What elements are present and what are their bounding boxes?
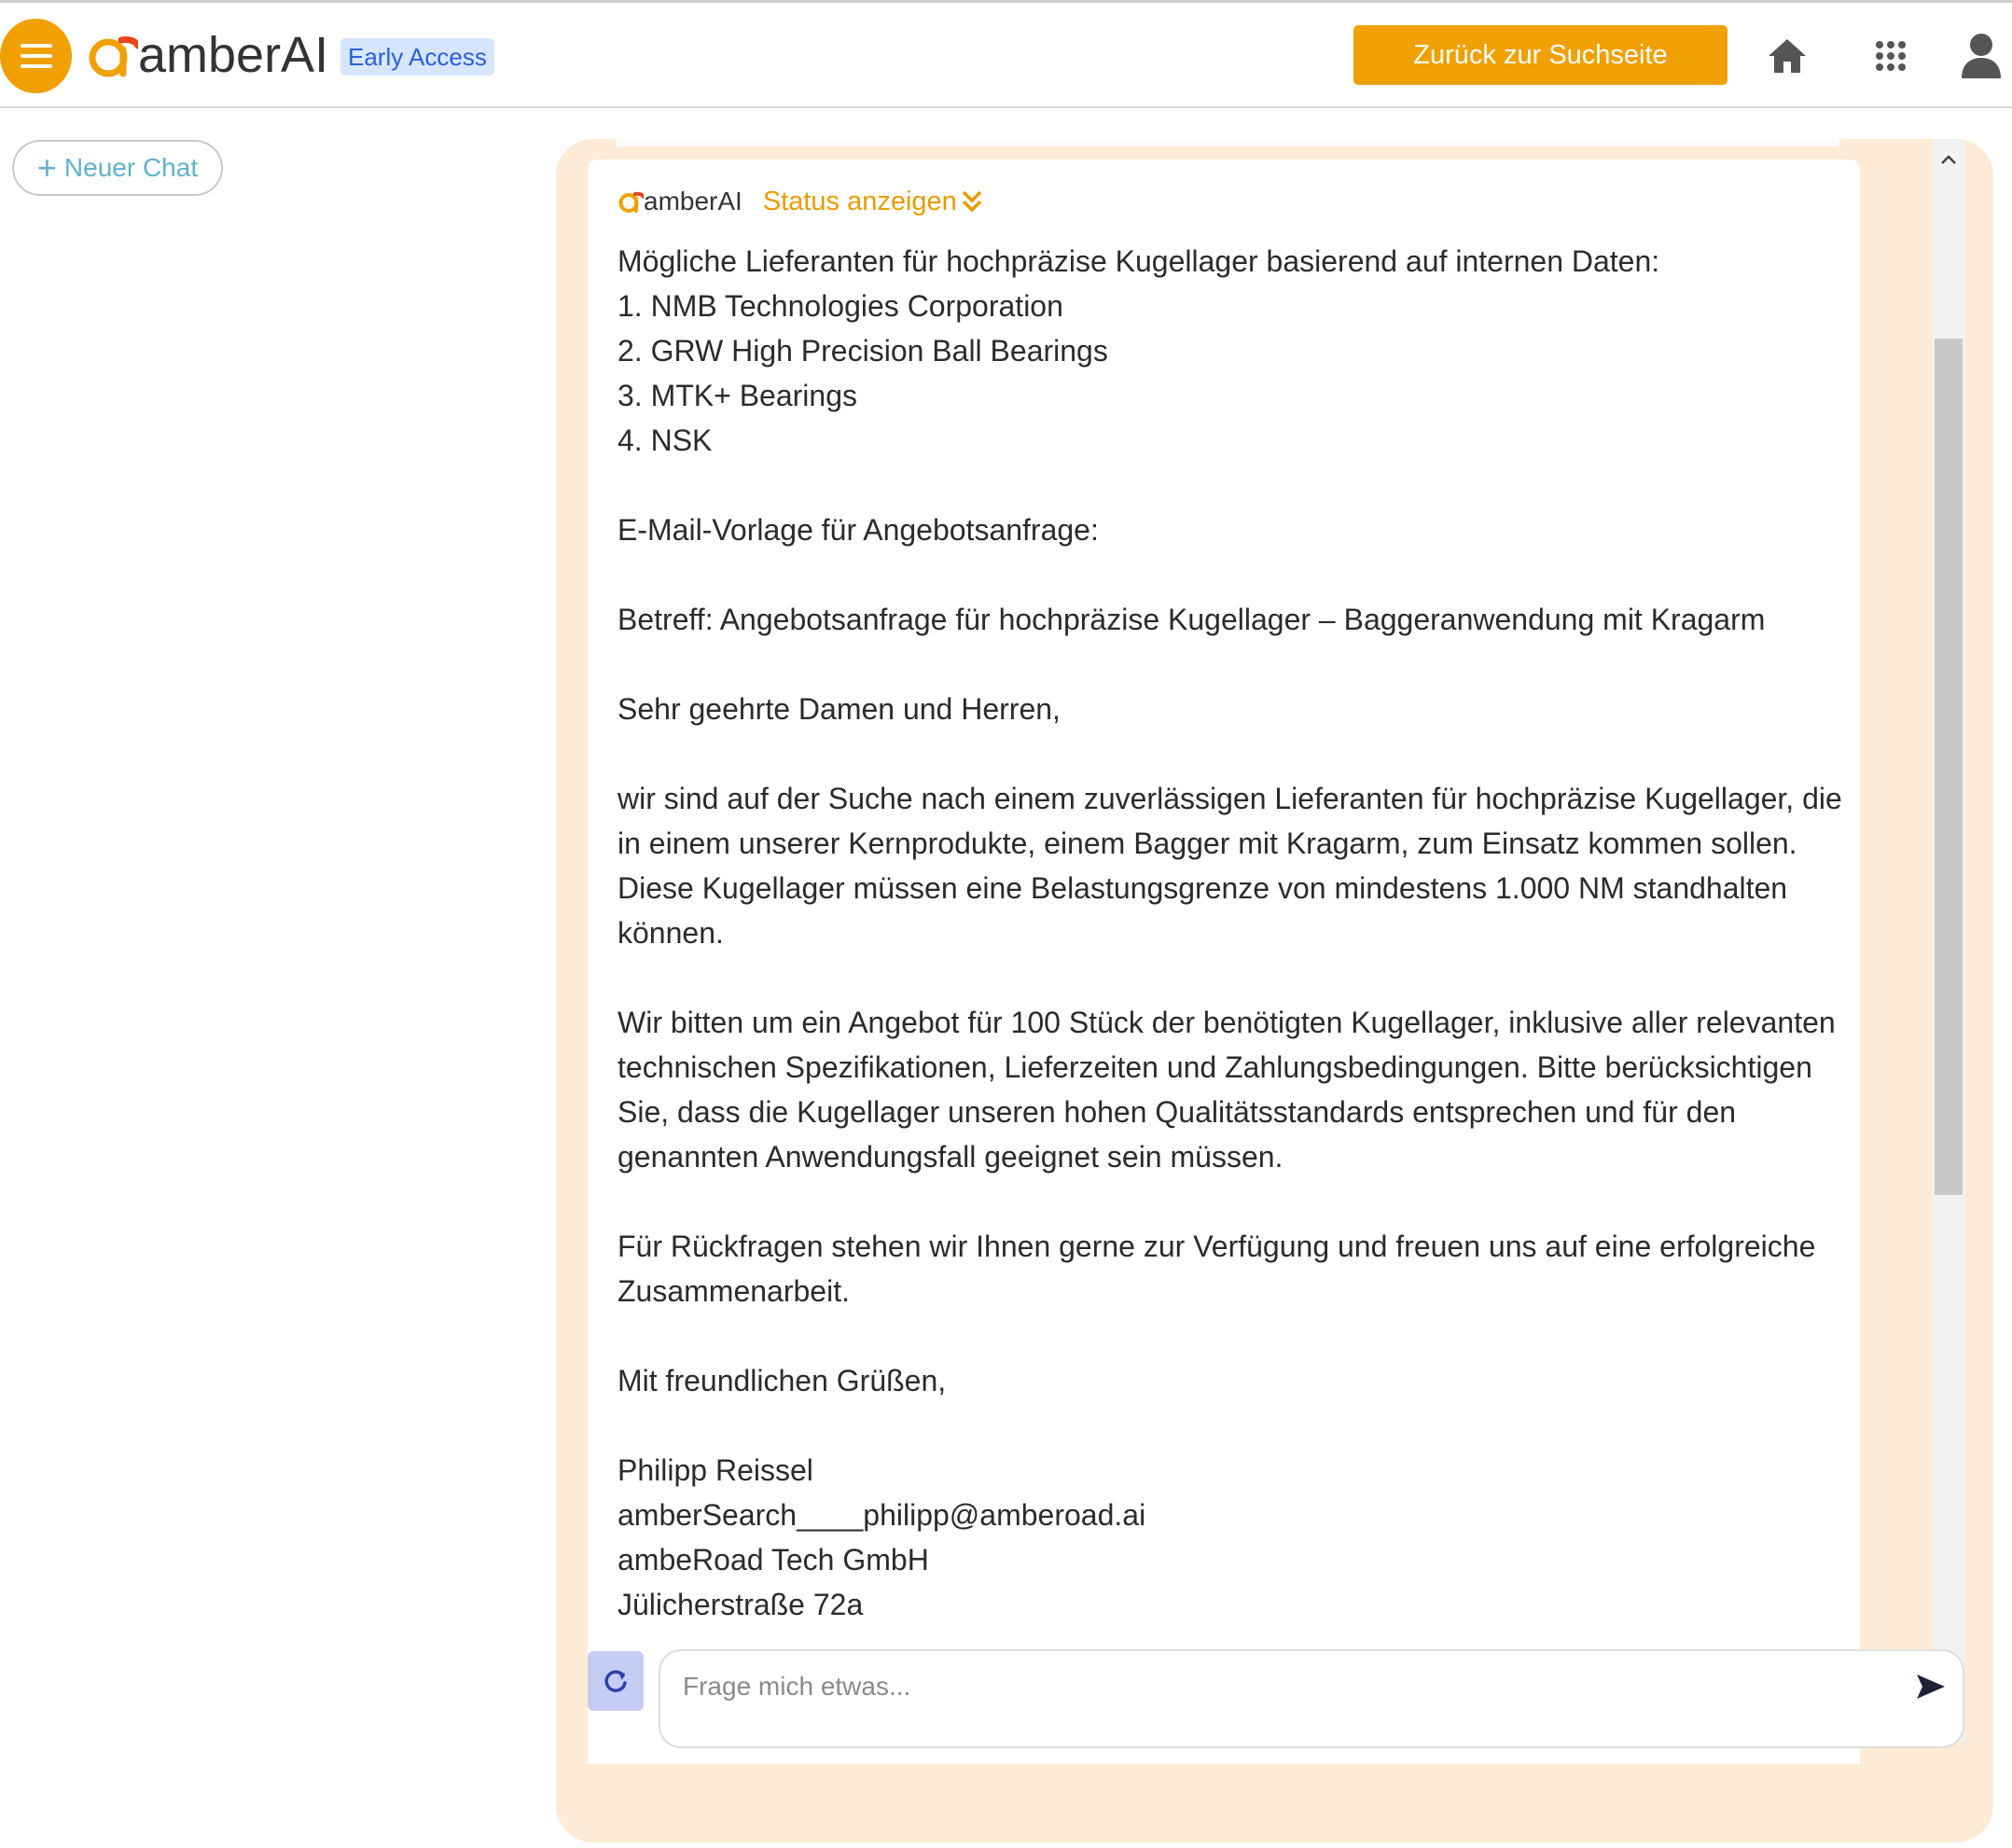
show-status-label: Status anzeigen bbox=[762, 186, 957, 216]
message-line: Mögliche Lieferanten für hochpräzise Kugellager basierend auf internen Daten: bbox=[617, 244, 1660, 278]
message-line: Sehr geehrte Damen und Herren, bbox=[617, 692, 1061, 726]
message-body bbox=[617, 239, 1849, 1627]
send-icon bbox=[1915, 1673, 1947, 1701]
scroll-up-arrow-icon[interactable] bbox=[1933, 141, 1964, 178]
message-line: Betreff: Angebotsanfrage für hochpräzise Kugellager – Baggeranwendung mit Kragarm bbox=[617, 603, 1766, 636]
apps-grid-icon[interactable] bbox=[1867, 33, 1914, 79]
top-header bbox=[0, 3, 2012, 108]
refresh-button[interactable] bbox=[588, 1651, 644, 1711]
composer bbox=[659, 1649, 1964, 1748]
blank-line bbox=[617, 955, 1849, 1000]
assistant-message bbox=[588, 160, 1860, 1764]
logo-text: amberAI bbox=[138, 27, 329, 83]
message-line: wir sind auf der Suche nach einem zuverlässigen Lieferanten für hochpräzise Kugellager, die bbox=[617, 782, 1842, 815]
message-header bbox=[617, 183, 983, 220]
message-line: ambeRoad Tech GmbH bbox=[617, 1543, 929, 1577]
amberai-logo[interactable] bbox=[86, 29, 328, 81]
show-status-link[interactable] bbox=[763, 187, 983, 217]
blank-line bbox=[617, 642, 1849, 687]
previous-message-edge bbox=[616, 139, 1839, 146]
user-icon[interactable] bbox=[1956, 29, 2006, 81]
menu-button[interactable] bbox=[0, 19, 72, 93]
blank-line bbox=[617, 463, 1849, 507]
new-chat-label: Neuer Chat bbox=[63, 153, 199, 182]
message-line: amberSearch____philipp@amberoad.ai bbox=[617, 1498, 1146, 1532]
blank-line bbox=[617, 552, 1849, 597]
back-to-search-button[interactable]: Zurück zur Suchseite bbox=[1353, 25, 1728, 85]
message-line: Jülicherstraße 72a bbox=[617, 1588, 864, 1621]
question-input[interactable] bbox=[683, 1668, 1895, 1705]
amberai-logo-icon bbox=[86, 29, 138, 81]
blank-line bbox=[617, 1313, 1849, 1358]
message-line: 1. NMB Technologies Corporation bbox=[617, 289, 1063, 323]
message-line: Wir bitten um ein Angebot für 100 Stück der benötigten Kugellager, inklusive aller relevanten bbox=[617, 1006, 1836, 1039]
amberai-small-logo-icon bbox=[617, 188, 644, 215]
refresh-icon bbox=[603, 1668, 629, 1694]
home-icon[interactable] bbox=[1764, 33, 1811, 79]
message-line: technischen Spezifikationen, Lieferzeiten und Zahlungsbedingungen. Bitte berücksichtigen bbox=[617, 1050, 1812, 1084]
send-button[interactable] bbox=[1910, 1666, 1951, 1707]
blank-line bbox=[617, 731, 1849, 776]
message-line: 4. NSK bbox=[617, 424, 713, 457]
message-line: genannten Anwendungsfall geeignet sein müssen. bbox=[617, 1140, 1284, 1174]
new-chat-button[interactable] bbox=[12, 140, 223, 196]
chat-panel bbox=[556, 139, 1993, 1842]
message-line: Mit freundlichen Grüßen, bbox=[617, 1364, 947, 1397]
message-line: Sie, dass die Kugellager unseren hohen Qualitätsstandards entsprechen und für den bbox=[617, 1095, 1737, 1129]
message-line: in einem unserer Kernprodukte, einem Bagger mit Kragarm, zum Einsatz kommen sollen. bbox=[617, 827, 1797, 860]
message-line: Philipp Reissel bbox=[617, 1453, 813, 1487]
blank-line bbox=[617, 1179, 1849, 1224]
message-line: 2. GRW High Precision Ball Bearings bbox=[617, 334, 1108, 368]
message-line: können. bbox=[617, 916, 724, 950]
blank-line bbox=[617, 1403, 1849, 1448]
early-access-badge: Early Access bbox=[340, 38, 494, 76]
menu-icon bbox=[21, 44, 52, 68]
message-line: Diese Kugellager müssen eine Belastungsgrenze von mindestens 1.000 NM standhalten bbox=[617, 871, 1788, 905]
message-line: E-Mail-Vorlage für Angebotsanfrage: bbox=[617, 513, 1099, 547]
plus-icon: + bbox=[36, 148, 57, 187]
message-line: Zusammenarbeit. bbox=[617, 1274, 850, 1308]
message-sender-logo-text: amberAI bbox=[644, 187, 742, 215]
message-scrollbar-thumb[interactable] bbox=[1935, 339, 1963, 1195]
message-line: 3. MTK+ Bearings bbox=[617, 379, 857, 412]
double-chevron-down-icon bbox=[961, 189, 983, 214]
message-line: Für Rückfragen stehen wir Ihnen gerne zur Verfügung und freuen uns auf eine erfolgreiche bbox=[617, 1230, 1816, 1263]
